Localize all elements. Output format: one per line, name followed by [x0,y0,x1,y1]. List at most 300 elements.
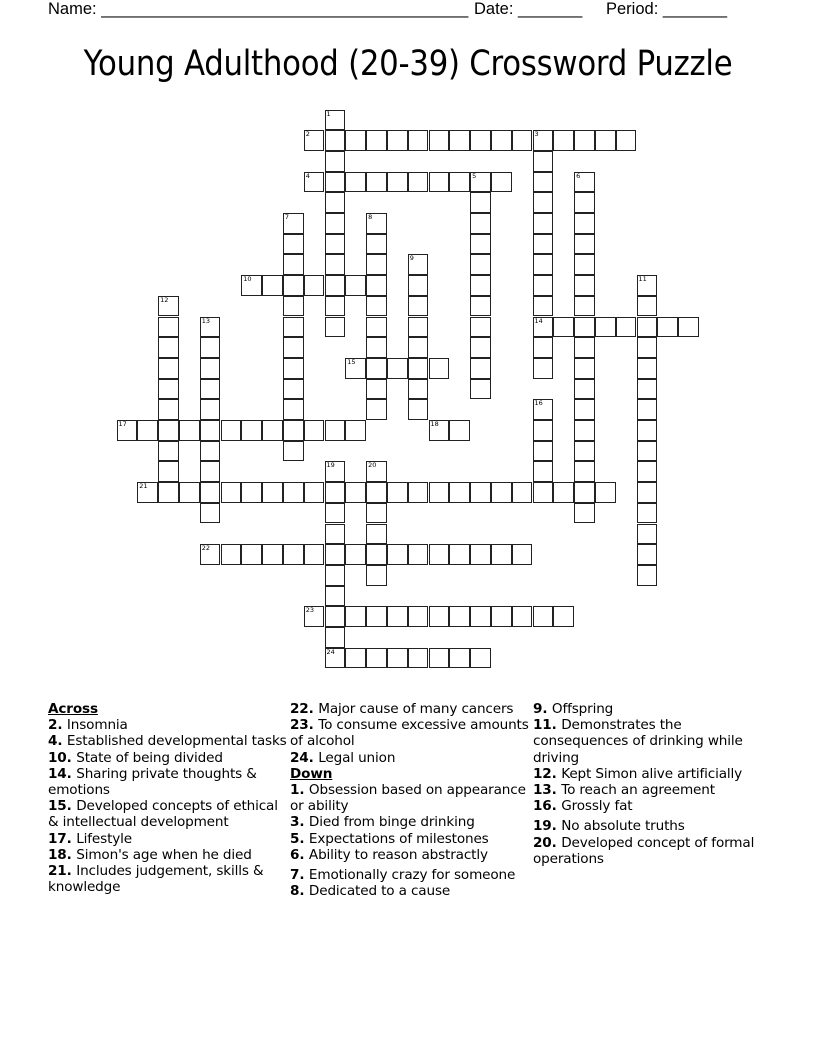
grid-cell[interactable] [158,379,179,400]
grid-cell[interactable] [325,420,346,441]
grid-cell[interactable] [408,606,429,627]
grid-cell[interactable] [637,544,658,565]
grid-cell[interactable] [637,275,658,296]
grid-cell[interactable] [470,606,491,627]
grid-cell[interactable] [574,317,595,338]
grid-cell[interactable] [283,296,304,317]
clue-number: 11 [638,275,647,284]
grid-cell[interactable] [304,275,325,296]
clue-number: 6 [576,171,581,180]
grid-cell[interactable] [283,420,304,441]
grid-cell[interactable] [470,358,491,379]
grid-cell[interactable] [574,461,595,482]
grid-cell[interactable] [408,358,429,379]
grid-cell[interactable] [158,358,179,379]
grid-cell[interactable] [325,544,346,565]
grid-cell[interactable] [533,337,554,358]
grid-cell[interactable] [387,130,408,151]
grid-cell[interactable] [491,172,512,193]
down-heading: Down [290,765,333,782]
across-clue: 14. Sharing private thoughts & emotions [48,765,257,799]
grid-cell[interactable] [616,130,637,151]
grid-cell[interactable] [637,337,658,358]
across-clue: 21. Includes judgement, skills & knowledge [48,863,264,896]
clue-text: Emotionally crazy for someone [308,867,516,884]
across-clue: 22. Major cause of many cancers [290,701,514,717]
grid-cell[interactable] [574,482,595,503]
grid-cell[interactable] [366,358,387,379]
grid-cell[interactable] [512,544,533,565]
grid-cell[interactable] [304,420,325,441]
across-clue: 2. Insomnia [48,717,128,734]
grid-cell[interactable] [429,544,450,565]
grid-cell[interactable] [262,275,283,296]
grid-cell[interactable] [304,606,325,627]
grid-cell[interactable] [491,482,512,503]
clue-text: Legal union [318,749,396,766]
grid-cell[interactable] [325,648,346,669]
grid-cell[interactable] [533,213,554,234]
period-field[interactable] [606,0,727,19]
grid-cell[interactable] [533,420,554,441]
grid-cell[interactable] [345,420,366,441]
grid-cell[interactable] [449,606,470,627]
grid-cell[interactable] [304,172,325,193]
grid-cell[interactable] [241,420,262,441]
clue-number: 24 [326,647,335,656]
grid-cell[interactable] [366,234,387,255]
grid-cell[interactable] [637,441,658,462]
grid-cell[interactable] [574,441,595,462]
grid-cell[interactable] [470,213,491,234]
grid-cell[interactable] [429,358,450,379]
grid-cell[interactable] [158,420,179,441]
grid-cell[interactable] [637,296,658,317]
grid-cell[interactable] [429,172,450,193]
grid-cell[interactable] [137,482,158,503]
grid-cell[interactable] [512,606,533,627]
name-field[interactable] [48,0,468,19]
grid-cell[interactable] [449,130,470,151]
grid-cell[interactable] [345,358,366,379]
grid-cell[interactable] [429,420,450,441]
grid-cell[interactable] [137,420,158,441]
clue-num: 24 [290,749,309,766]
clue-num: 1 [290,782,300,799]
clue-num: 5 [290,830,300,847]
grid-cell[interactable] [325,606,346,627]
grid-cell[interactable] [533,275,554,296]
clue-text: Died from binge drinking [308,814,475,831]
grid-cell[interactable] [574,275,595,296]
grid-cell[interactable] [325,110,346,131]
grid-cell[interactable] [408,648,429,669]
grid-cell[interactable] [533,172,554,193]
grid-cell[interactable] [345,544,366,565]
grid-cell[interactable] [366,461,387,482]
grid-cell[interactable] [345,275,366,296]
grid-cell[interactable] [533,358,554,379]
grid-cell[interactable] [221,420,242,441]
grid-cell[interactable] [158,441,179,462]
clue-text: Dedicated to a cause [308,883,451,900]
grid-cell[interactable] [200,379,221,400]
grid-cell[interactable] [470,130,491,151]
down-clue: 5. Expectations of milestones [290,830,489,847]
grid-cell[interactable] [325,503,346,524]
grid-cell[interactable] [595,482,616,503]
grid-cell[interactable] [158,317,179,338]
grid-cell[interactable] [408,399,429,420]
grid-cell[interactable] [325,482,346,503]
grid-cell[interactable] [408,317,429,338]
grid-cell[interactable] [366,399,387,420]
grid-cell[interactable] [179,482,200,503]
grid-cell[interactable] [366,317,387,338]
grid-cell[interactable] [200,358,221,379]
clue-num: 12 [533,765,552,782]
grid-cell[interactable] [512,482,533,503]
grid-cell[interactable] [366,254,387,275]
grid-cell[interactable] [158,461,179,482]
down-clue: 20. Developed concept of formal operations [533,834,755,867]
grid-cell[interactable] [408,275,429,296]
down-clue: 6. Ability to reason abstractly [290,846,488,863]
grid-cell[interactable] [366,379,387,400]
clue-column-2 [290,701,530,899]
grid-cell[interactable] [200,399,221,420]
grid-cell[interactable] [241,482,262,503]
clue-number: 9 [409,254,414,263]
grid-cell[interactable] [574,379,595,400]
grid-cell[interactable] [574,130,595,151]
grid-cell[interactable] [325,627,346,648]
clue-num: 21 [48,863,67,880]
grid-cell[interactable] [470,254,491,275]
grid-cell[interactable] [366,565,387,586]
grid-cell[interactable] [449,482,470,503]
grid-cell[interactable] [637,524,658,545]
grid-cell[interactable] [533,151,554,172]
grid-cell[interactable] [574,192,595,213]
grid-cell[interactable] [387,606,408,627]
grid-cell[interactable] [491,606,512,627]
grid-cell[interactable] [637,379,658,400]
grid-cell[interactable] [283,254,304,275]
grid-cell[interactable] [657,317,678,338]
clue-num: 23 [290,717,309,734]
grid-cell[interactable] [158,337,179,358]
grid-cell[interactable] [574,213,595,234]
grid-cell[interactable] [637,358,658,379]
grid-cell[interactable] [429,130,450,151]
grid-cell[interactable] [470,275,491,296]
grid-cell[interactable] [470,337,491,358]
grid-cell[interactable] [304,130,325,151]
grid-cell[interactable] [533,192,554,213]
clue-number: 23 [305,606,314,615]
grid-cell[interactable] [325,151,346,172]
grid-cell[interactable] [429,606,450,627]
grid-cell[interactable] [283,482,304,503]
clue-text: Obsession based on appearance or ability [290,782,526,815]
grid-cell[interactable] [262,482,283,503]
grid-cell[interactable] [283,379,304,400]
grid-cell[interactable] [366,275,387,296]
grid-cell[interactable] [262,544,283,565]
grid-cell[interactable] [366,213,387,234]
grid-cell[interactable] [533,130,554,151]
clue-text: Ability to reason abstractly [308,846,488,863]
grid-cell[interactable] [221,544,242,565]
grid-cell[interactable] [325,317,346,338]
grid-cell[interactable] [491,130,512,151]
clue-number: 2 [305,130,310,139]
grid-cell[interactable] [408,296,429,317]
grid-cell[interactable] [470,172,491,193]
grid-cell[interactable] [366,130,387,151]
clue-number: 8 [368,213,373,221]
grid-cell[interactable] [200,544,221,565]
grid-cell[interactable] [470,192,491,213]
grid-cell[interactable] [574,420,595,441]
grid-cell[interactable] [408,337,429,358]
down-clue: 16. Grossly fat [533,798,633,815]
grid-cell[interactable] [200,503,221,524]
grid-cell[interactable] [325,254,346,275]
grid-cell[interactable] [179,420,200,441]
grid-cell[interactable] [637,420,658,441]
clue-column-3 [533,701,773,867]
grid-cell[interactable] [553,482,574,503]
grid-cell[interactable] [325,213,346,234]
grid-cell[interactable] [283,317,304,338]
grid-cell[interactable] [325,586,346,607]
clue-number: 21 [139,482,148,491]
clue-number: 16 [534,399,543,408]
date-field[interactable] [474,0,582,19]
grid-cell[interactable] [158,399,179,420]
grid-cell[interactable] [283,441,304,462]
grid-cell[interactable] [366,482,387,503]
clue-num: 22 [290,701,309,717]
grid-cell[interactable] [574,399,595,420]
grid-cell[interactable] [325,461,346,482]
clue-text: Major cause of many cancers [318,701,514,717]
grid-cell[interactable] [449,420,470,441]
grid-cell[interactable] [325,524,346,545]
grid-cell[interactable] [429,482,450,503]
grid-cell[interactable] [533,482,554,503]
grid-cell[interactable] [304,544,325,565]
grid-cell[interactable] [241,275,262,296]
grid-cell[interactable] [283,275,304,296]
clue-number: 5 [472,171,477,180]
grid-cell[interactable] [553,130,574,151]
clue-num: 15 [48,798,67,815]
grid-cell[interactable] [553,606,574,627]
clue-text: Developed concept of formal operations [533,834,755,867]
period-blank[interactable]: _______ [662,0,728,18]
grid-cell[interactable] [470,648,491,669]
grid-cell[interactable] [366,337,387,358]
clue-text: Sharing private thoughts & emotions [48,765,257,799]
grid-cell[interactable] [512,130,533,151]
down-clue: 11. Demonstrates the consequences of drinking while driving [533,717,743,766]
date-label: Date: [474,0,514,18]
clue-number: 14 [534,316,543,325]
grid-cell[interactable] [574,172,595,193]
grid-cell[interactable] [449,172,470,193]
clue-number: 22 [201,544,210,553]
grid-cell[interactable] [283,358,304,379]
clue-num: 19 [533,818,552,835]
grid-cell[interactable] [408,544,429,565]
grid-cell[interactable] [533,254,554,275]
grid-cell[interactable] [283,234,304,255]
clue-num: 4 [48,733,58,750]
grid-cell[interactable] [241,544,262,565]
clue-num: 11 [533,717,552,734]
grid-cell[interactable] [637,317,658,338]
grid-cell[interactable] [470,482,491,503]
clue-num: 8 [290,883,300,900]
down-clue: 9. Offspring [533,701,614,717]
clue-number: 4 [305,171,310,180]
grid-cell[interactable] [429,648,450,669]
grid-cell[interactable] [387,544,408,565]
clue-num: 18 [48,846,67,863]
grid-cell[interactable] [366,503,387,524]
grid-cell[interactable] [595,130,616,151]
grid-cell[interactable] [637,503,658,524]
grid-cell[interactable] [200,337,221,358]
grid-cell[interactable] [574,296,595,317]
grid-cell[interactable] [366,172,387,193]
grid-cell[interactable] [470,544,491,565]
date-blank[interactable]: _______ [518,0,583,18]
grid-cell[interactable] [637,461,658,482]
grid-cell[interactable] [408,482,429,503]
grid-cell[interactable] [491,544,512,565]
grid-cell[interactable] [325,130,346,151]
grid-cell[interactable] [533,399,554,420]
grid-cell[interactable] [470,317,491,338]
grid-cell[interactable] [387,648,408,669]
clue-text: To reach an agreement [561,782,715,799]
grid-cell[interactable] [637,565,658,586]
name-blank[interactable]: ________________________________________ [101,0,469,18]
grid-cell[interactable] [366,544,387,565]
grid-cell[interactable] [345,648,366,669]
grid-cell[interactable] [283,399,304,420]
grid-cell[interactable] [408,379,429,400]
grid-cell[interactable] [325,192,346,213]
grid-cell[interactable] [449,544,470,565]
grid-cell[interactable] [574,234,595,255]
grid-cell[interactable] [200,317,221,338]
grid-cell[interactable] [553,317,574,338]
grid-cell[interactable] [470,379,491,400]
grid-cell[interactable] [387,172,408,193]
clue-num: 20 [533,834,552,851]
grid-cell[interactable] [574,254,595,275]
grid-cell[interactable] [200,420,221,441]
clue-num: 9 [533,701,543,717]
grid-cell[interactable] [387,358,408,379]
clue-number: 3 [534,130,539,139]
grid-cell[interactable] [408,130,429,151]
clue-num: 17 [48,830,67,847]
down-clue: 19. No absolute truths [533,818,685,835]
grid-cell[interactable] [325,565,346,586]
clue-text: Lifestyle [76,830,132,847]
grid-cell[interactable] [533,234,554,255]
grid-cell[interactable] [366,648,387,669]
clue-number: 19 [326,461,335,470]
grid-cell[interactable] [158,482,179,503]
grid-cell[interactable] [366,524,387,545]
grid-cell[interactable] [616,317,637,338]
grid-cell[interactable] [158,296,179,317]
grid-cell[interactable] [449,648,470,669]
clue-num: 14 [48,765,67,782]
grid-cell[interactable] [637,482,658,503]
grid-cell[interactable] [283,337,304,358]
grid-cell[interactable] [345,130,366,151]
grid-cell[interactable] [533,441,554,462]
grid-cell[interactable] [470,296,491,317]
grid-cell[interactable] [533,296,554,317]
grid-cell[interactable] [200,461,221,482]
grid-cell[interactable] [345,172,366,193]
grid-cell[interactable] [283,544,304,565]
grid-cell[interactable] [221,482,242,503]
grid-cell[interactable] [200,482,221,503]
grid-cell[interactable] [533,461,554,482]
grid-cell[interactable] [637,399,658,420]
name-label: Name: [48,0,97,18]
grid-cell[interactable] [574,337,595,358]
grid-cell[interactable] [283,213,304,234]
grid-cell[interactable] [574,503,595,524]
clue-number: 20 [368,461,377,470]
grid-cell[interactable] [387,482,408,503]
grid-cell[interactable] [345,482,366,503]
grid-cell[interactable] [325,296,346,317]
grid-cell[interactable] [533,606,554,627]
grid-cell[interactable] [325,234,346,255]
grid-cell[interactable] [200,441,221,462]
grid-cell[interactable] [470,234,491,255]
grid-cell[interactable] [325,172,346,193]
grid-cell[interactable] [304,482,325,503]
clue-number: 1 [326,109,331,118]
down-clue: 3. Died from binge drinking [290,814,475,831]
grid-cell[interactable] [678,317,699,338]
grid-cell[interactable] [574,358,595,379]
grid-cell[interactable] [366,606,387,627]
grid-cell[interactable] [325,275,346,296]
grid-cell[interactable] [595,317,616,338]
grid-cell[interactable] [408,254,429,275]
grid-cell[interactable] [117,420,138,441]
grid-cell[interactable] [533,317,554,338]
grid-cell[interactable] [366,296,387,317]
grid-cell[interactable] [262,420,283,441]
grid-cell[interactable] [408,172,429,193]
grid-cell[interactable] [345,606,366,627]
